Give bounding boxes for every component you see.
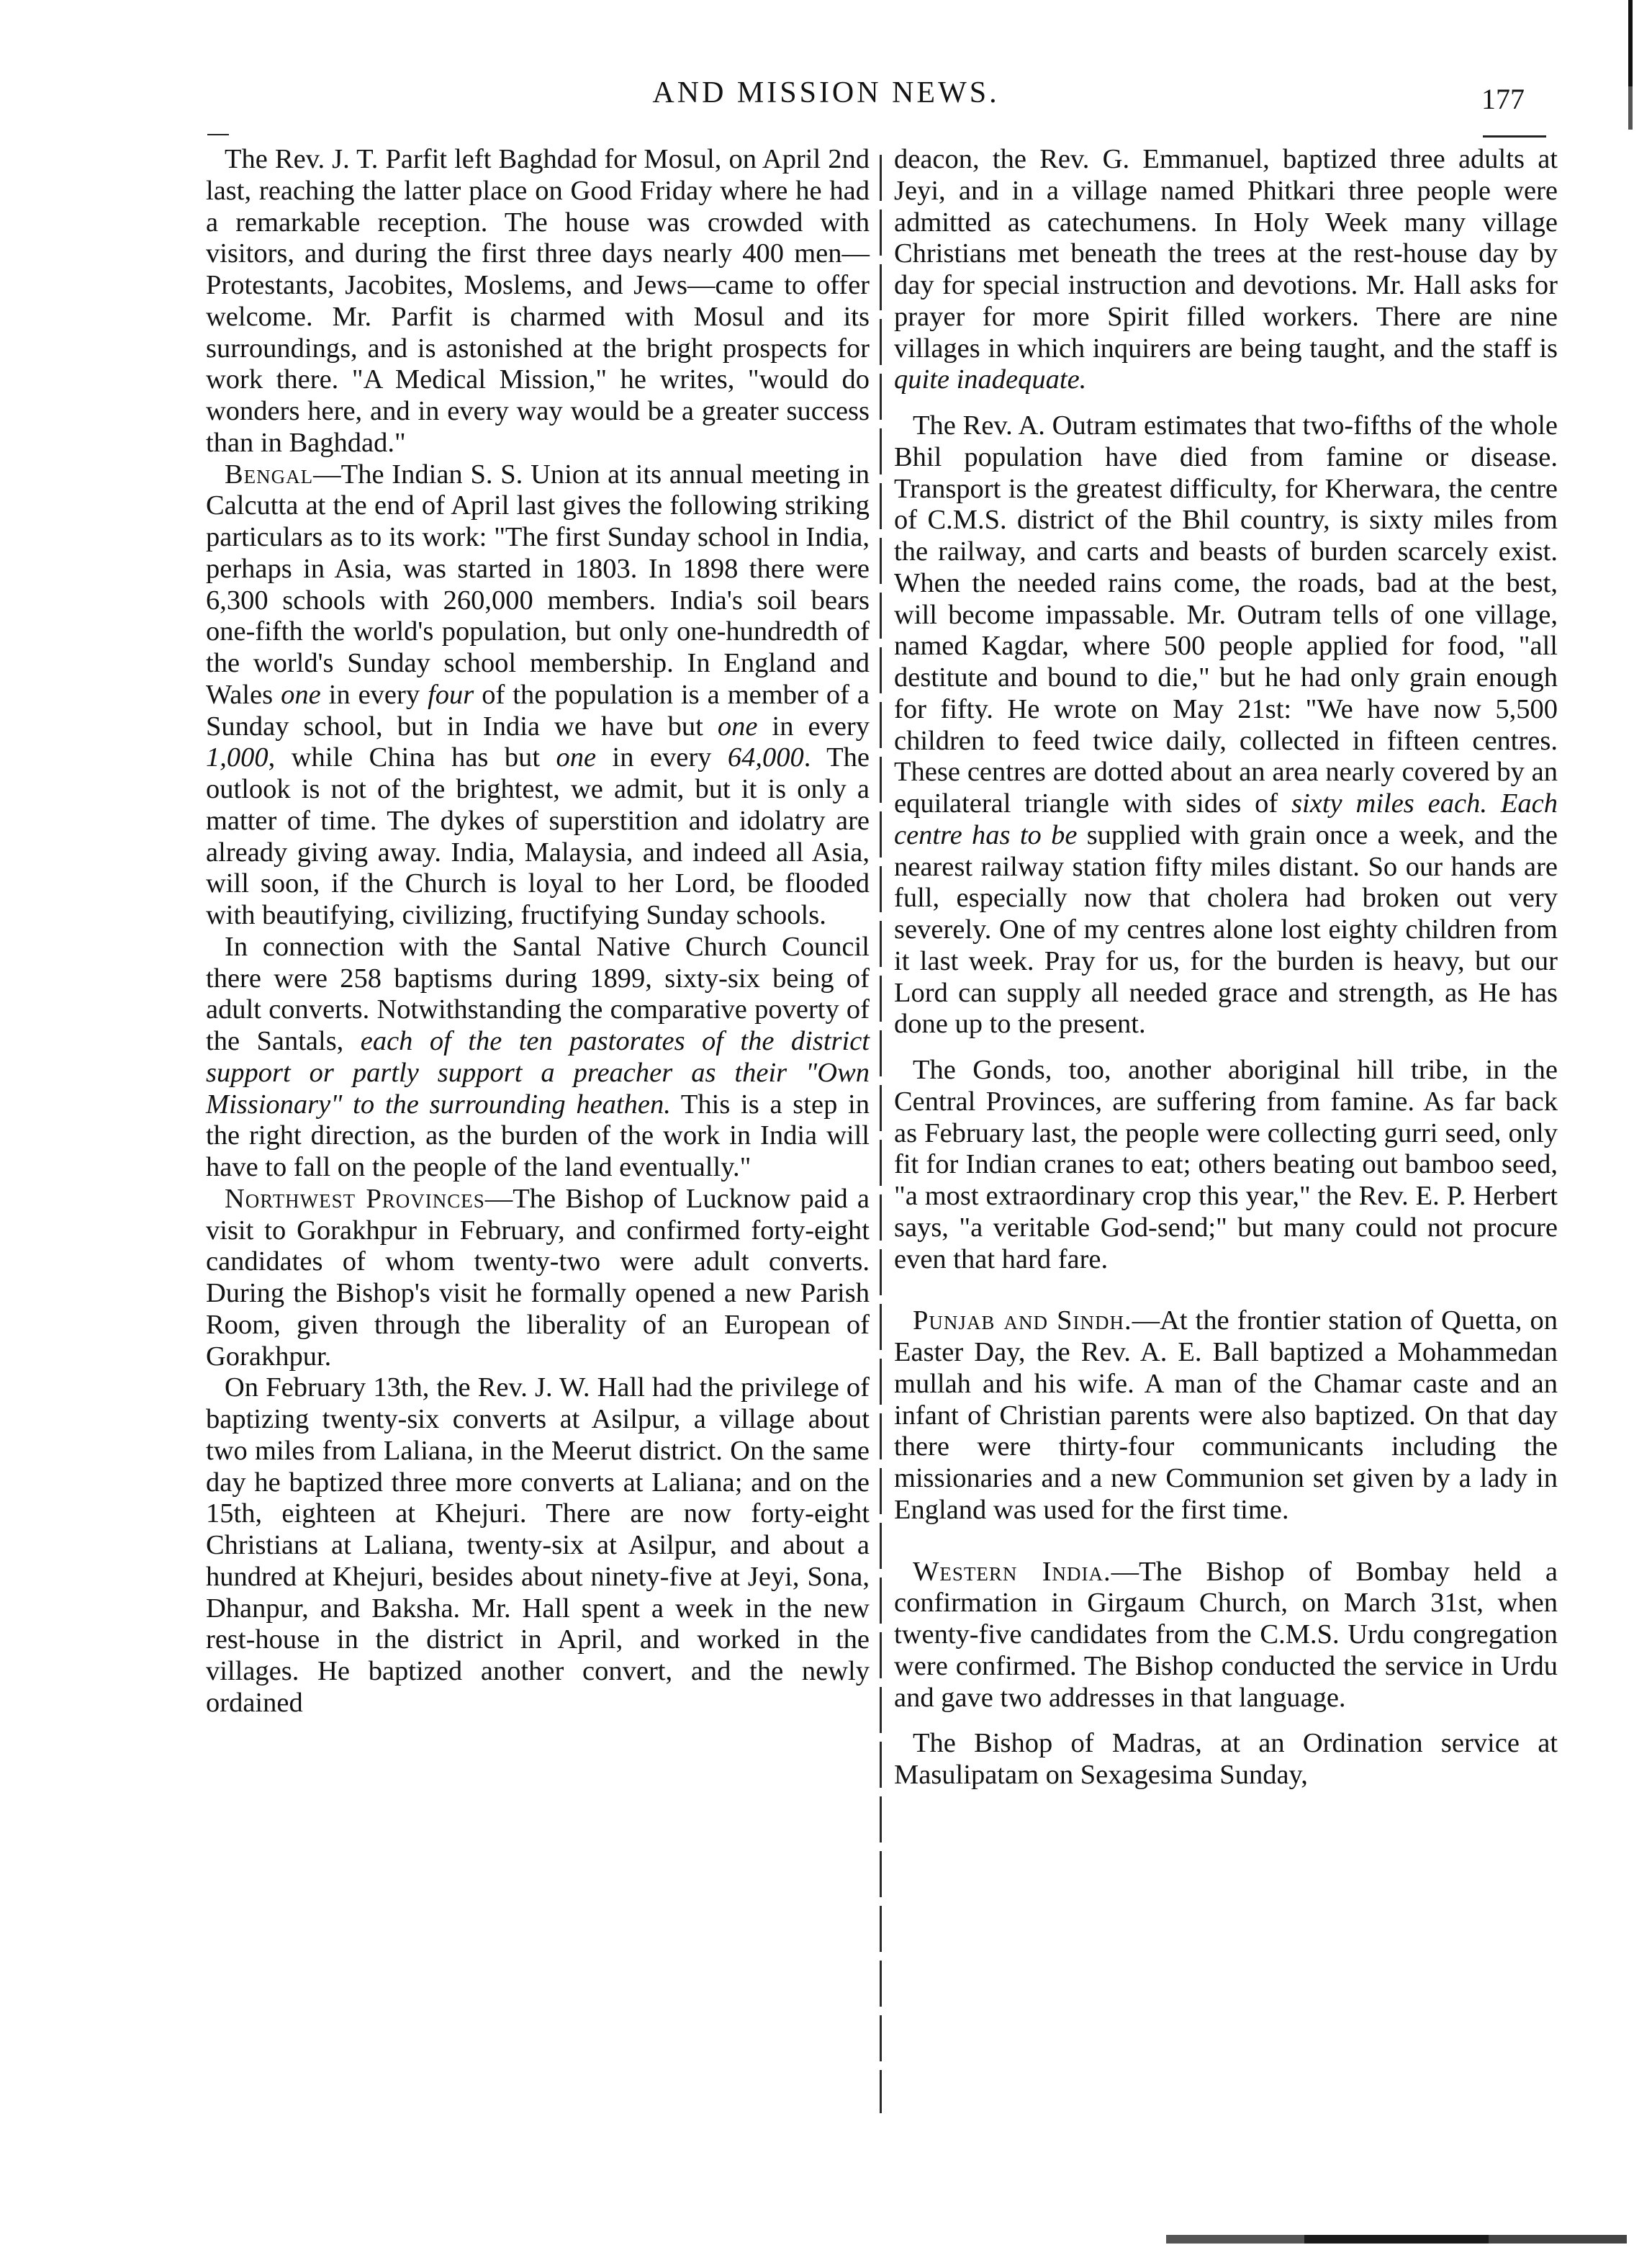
- section-heading-western-india: Western India.: [913, 1556, 1111, 1587]
- header-rule-right: [1483, 135, 1546, 138]
- text-run: —The Indian S. S. Union at its annual meeting in Calcutta at the end of April last gives the following striking particulars as to its work: "The first Sunday school in India, perhaps in Asia, was started in 1803. In 1898 there were 6,300 schools with 260,000 members. India's soil bears one-fifth the world's population, but only one-hundredth of the world's Sunday school membership. In England and Wales: [206, 459, 870, 710]
- emphasis: sixty miles each. Each centre has to be: [894, 788, 1558, 850]
- text-run: in every: [320, 679, 428, 710]
- section-heading-northwest: Northwest Provinces: [225, 1183, 485, 1214]
- text-run: . The outlook is not of the brightest, we admit, but it is only a matter of time. The dykes of superstition and idolatry are already giving away. India, Malaysia, and indeed all Asia, will soon, if the Church is loyal to her Lord, be flooded with beautifying, civilizing, fructifying Sunday schools.: [206, 742, 870, 930]
- emphasis: quite inadequate.: [894, 364, 1087, 395]
- scan-bottom-bar: [1166, 2235, 1627, 2244]
- paragraph-northwest: [206, 1184, 870, 1373]
- paragraph-mosul: The Rev. J. T. Parfit left Baghdad for Mosul, on April 2nd last, reaching the latter place on Good Friday where he had a remarkable reception. The house was crowded with visitors, and during the first three days nearly 400 men—Protestants, Jacobites, Moslems, and Jews—came to offer welcome. Mr. Parfit is charmed with Mosul and its surroundings, and is astonished at the bright prospects for work there. "A Medical Mission," he writes, "would do wonders here, and in every way would be a greater success than in Baghdad.": [206, 144, 870, 458]
- section-heading-punjab: Punjab and Sindh.: [913, 1305, 1132, 1336]
- left-column: [206, 144, 870, 1719]
- emphasis: one: [281, 679, 321, 710]
- section-heading-bengal: Bengal: [225, 459, 314, 490]
- scan-edge-mark: [1628, 0, 1633, 223]
- paragraph-western-india: [894, 1557, 1558, 1714]
- paragraph-emmanuel: [894, 144, 1558, 396]
- column-divider: [880, 155, 882, 2113]
- emphasis: one: [556, 742, 597, 773]
- text-run: The Rev. A. Outram estimates that two-fifths of the whole Bhil population have died from famine or disease. Transport is the greatest difficulty, for Kherwara, the centre of C.M.S. district of the Bhil country, is sixty miles from the railway, and carts and beasts of burden scarcely exist. When the needed rains come, the roads, bad at the best, will become impassable. Mr. Outram tells of one village, named Kagdar, where 500 people applied for food, "all destitute and bound to die," but he had only grain enough for fifty. He wrote on May 21st: "We have now 5,500 children to feed twice daily, collected in fifteen centres. These centres are dotted about an area nearly covered by an equilateral triangle with sides of: [894, 410, 1558, 819]
- paragraph-santal: [206, 932, 870, 1184]
- text-run: , while China has but: [268, 742, 556, 773]
- header-rule: [207, 134, 229, 135]
- text-run: —At the frontier station of Quetta, on Easter Day, the Rev. A. E. Ball baptized a Mohammedan mullah and his wife. A man of the Chamar caste and an infant of Christian parents were also baptized. On that day there were thirty-four communicants including the missionaries and a new Communion set given by a lady in England was used for the first time.: [894, 1305, 1558, 1525]
- text-run: In connection with the Santal Native Church Council there were 258 baptisms during 1899, sixty-six being of adult converts. Notwithstanding the comparative poverty of the Santals,: [206, 931, 870, 1056]
- text-run: deacon, the Rev. G. Emmanuel, baptized three adults at Jeyi, and in a village named Phitkari three people were admitted as catechumens. In Holy Week many village Christians met beneath the trees at the rest-house day by day for special instruction and devotions. Mr. Hall asks for prayer for more Spirit filled workers. There are nine villages in which inquirers are being taught, and the staff is: [894, 144, 1558, 364]
- paragraph-outram: [894, 410, 1558, 1040]
- text-run: This is a step in the right direction, as the burden of the work in India will have to fall on the people of the land eventually.": [206, 1089, 870, 1182]
- emphasis: four: [428, 679, 474, 710]
- paragraph-hall: On February 13th, the Rev. J. W. Hall had the privilege of baptizing twenty-six converts at Asilpur, a village about two miles from Laliana, in the Meerut district. On the same day he baptized three more converts at Laliana; and on the 15th, eighteen at Khejuri. There are now forty-eight Christians at Laliana, twenty-six at Asilpur, and about a hundred at Khejuri, besides about ninety-five at Jeyi, Sona, Dhanpur, and Baksha. Mr. Hall spent a week in the new rest-house in the district in April, and worked in the villages. He baptized another convert, and the newly ordained: [206, 1372, 870, 1718]
- text-run: in every: [596, 742, 728, 773]
- right-column: [894, 144, 1558, 1791]
- emphasis: each of the ten pastorates of the district support or partly support a preacher as their "Own Missionary" to the surrounding heathen.: [206, 1026, 870, 1120]
- text-run: in every: [757, 711, 870, 742]
- text-run: of the population is a member of a Sunday school, but in India we have but: [206, 679, 870, 742]
- text-run: —The Bishop of Bombay held a confirmation in Girgaum Church, on March 31st, when twenty-five candidates from the C.M.S. Urdu congregation were confirmed. The Bishop conducted the service in Urdu and gave two addresses in that language.: [894, 1556, 1558, 1713]
- paragraph-madras: The Bishop of Madras, at an Ordination service at Masulipatam on Sexagesima Sunday,: [894, 1728, 1558, 1790]
- emphasis: 1,000: [206, 742, 268, 773]
- text-run: supplied with grain once a week, and the nearest railway station fifty miles distant. So our hands are full, especially now that cholera had broken out very severely. One of my centres alone lost eighty children from it last week. Pray for us, for the burden is heavy, but our Lord can supply all needed grace and strength, as He has done up to the present.: [894, 819, 1558, 1040]
- emphasis: 64,000: [727, 742, 804, 773]
- page-number: 177: [1481, 83, 1525, 115]
- paragraph-gonds: The Gonds, too, another aboriginal hill tribe, in the Central Provinces, are suffering from famine. As far back as February last, the people were collecting gurri seed, only fit for Indian cranes to eat; others beating out bamboo seed, "a most extraordinary crop this year," the Rev. E. P. Herbert says, "a veritable God-send;" but many could not procure even that hard fare.: [894, 1055, 1558, 1274]
- text-run: —The Bishop of Lucknow paid a visit to Gorakhpur in February, and confirmed forty-eight candidates of whom twenty-two were adult converts. During the Bishop's visit he formally opened a new Parish Room, given through the liberality of an European of Gorakhpur.: [206, 1183, 870, 1372]
- emphasis: one: [717, 711, 758, 742]
- running-header: AND MISSION NEWS.: [652, 76, 1000, 109]
- paragraph-bengal: [206, 459, 870, 932]
- paragraph-punjab: [894, 1305, 1558, 1526]
